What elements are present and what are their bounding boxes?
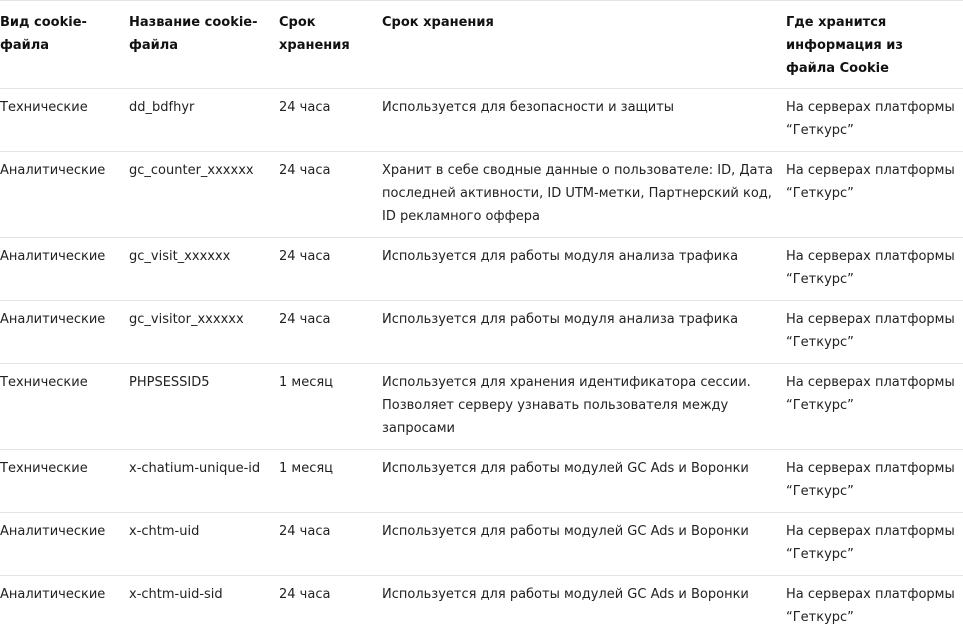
cell-cookie-type: Технические: [0, 450, 129, 513]
table-row: [0, 576, 963, 639]
header-storage-location: Где хранится информация из файла Cookie: [786, 1, 963, 89]
cell-description: Используется для работы модулей GC Ads и Воронки: [382, 450, 786, 513]
table-header: [0, 1, 963, 89]
cell-description: Используется для безопасности и защиты: [382, 89, 786, 152]
cell-cookie-name: gc_visit_xxxxxx: [129, 238, 279, 301]
cell-cookie-type: Технические: [0, 89, 129, 152]
cell-cookie-name: x-chtm-uid-sid: [129, 576, 279, 639]
cell-location: На серверах платформы “Геткурс”: [786, 450, 963, 513]
cell-storage-term: 24 часа: [279, 301, 382, 364]
cell-cookie-name: dd_bdfhyr: [129, 89, 279, 152]
cell-storage-term: 24 часа: [279, 152, 382, 238]
cell-location: На серверах платформы “Геткурс”: [786, 301, 963, 364]
cell-cookie-type: Аналитические: [0, 152, 129, 238]
cell-cookie-type: Аналитические: [0, 301, 129, 364]
table-row: [0, 301, 963, 364]
table-row: [0, 238, 963, 301]
cell-storage-term: 24 часа: [279, 89, 382, 152]
cell-cookie-type: Аналитические: [0, 513, 129, 576]
cell-storage-term: 1 месяц: [279, 364, 382, 450]
cell-location: На серверах платформы “Геткурс”: [786, 89, 963, 152]
cell-cookie-type: Аналитические: [0, 238, 129, 301]
cell-cookie-name: PHPSESSID5: [129, 364, 279, 450]
cell-cookie-name: x-chtm-uid: [129, 513, 279, 576]
cell-storage-term: 24 часа: [279, 576, 382, 639]
cell-storage-term: 24 часа: [279, 513, 382, 576]
cell-location: На серверах платформы “Геткурс”: [786, 364, 963, 450]
cell-cookie-name: gc_counter_xxxxxx: [129, 152, 279, 238]
cell-storage-term: 24 часа: [279, 238, 382, 301]
table-row: [0, 450, 963, 513]
header-storage-description: Срок хранения: [382, 1, 786, 89]
cell-location: На серверах платформы “Геткурс”: [786, 513, 963, 576]
table-row: [0, 364, 963, 450]
cell-location: На серверах платформы “Геткурс”: [786, 576, 963, 639]
cell-cookie-type: Аналитические: [0, 576, 129, 639]
cell-description: Хранит в себе сводные данные о пользователе: ID, Дата последней активности, ID UTM-метки, Партнерский код, ID рекламного оффера: [382, 152, 786, 238]
cell-description: Используется для работы модулей GC Ads и Воронки: [382, 513, 786, 576]
cell-location: На серверах платформы “Геткурс”: [786, 152, 963, 238]
table-row: [0, 89, 963, 152]
cell-location: На серверах платформы “Геткурс”: [786, 238, 963, 301]
header-storage-term: Срок хранения: [279, 1, 382, 89]
cell-description: Используется для работы модуля анализа трафика: [382, 301, 786, 364]
header-cookie-type: Вид cookie-файла: [0, 1, 129, 89]
cell-description: Используется для работы модуля анализа трафика: [382, 238, 786, 301]
table-row: [0, 152, 963, 238]
cell-description: Используется для работы модулей GC Ads и Воронки: [382, 576, 786, 639]
cell-storage-term: 1 месяц: [279, 450, 382, 513]
table-body: [0, 89, 963, 639]
header-cookie-name: Название cookie-файла: [129, 1, 279, 89]
cell-cookie-name: gc_visitor_xxxxxx: [129, 301, 279, 364]
cell-description: Используется для хранения идентификатора сессии. Позволяет серверу узнавать пользователя между запросами: [382, 364, 786, 450]
table-row: [0, 513, 963, 576]
cell-cookie-type: Технические: [0, 364, 129, 450]
cell-cookie-name: x-chatium-unique-id: [129, 450, 279, 513]
header-row: [0, 1, 963, 89]
